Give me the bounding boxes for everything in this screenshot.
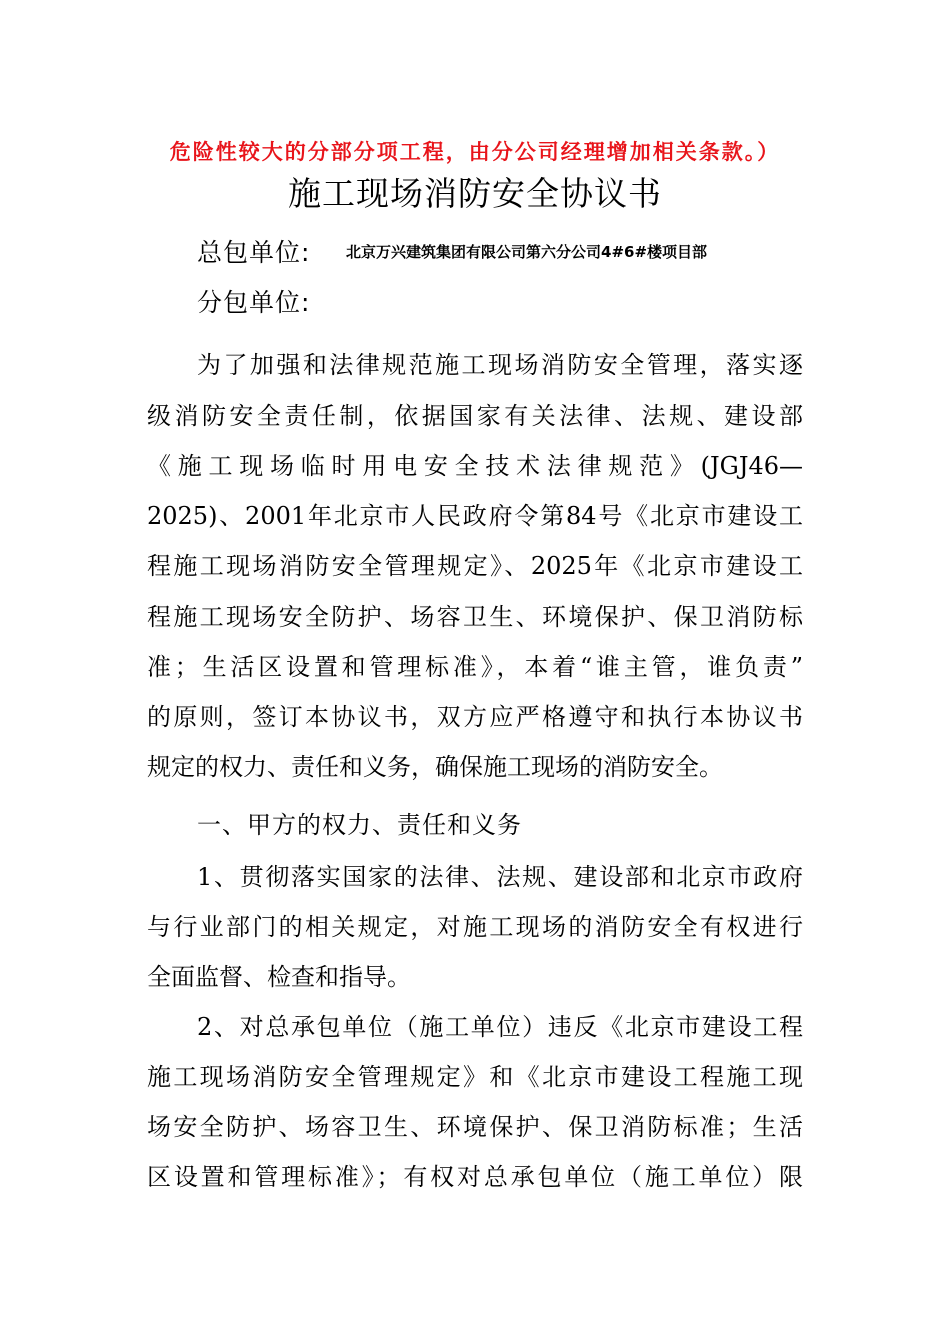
intro-line: 程施工现场安全防护、场容卫生、环境保护、保卫消防标 <box>147 603 803 631</box>
intro-line: 2025)、2001年北京市人民政府令第84号《北京市建设工 <box>147 502 803 530</box>
item2-line: 场安全防护、场容卫生、环境保护、保卫消防标准；生活 <box>147 1113 803 1141</box>
general-contractor-label: 总包单位: <box>197 238 311 267</box>
item2-line: 2、对总承包单位（施工单位）违反《北京市建设工程 <box>197 1013 803 1041</box>
intro-line: 程施工现场消防安全管理规定》、2025年《北京市建设工 <box>147 552 803 580</box>
intro-line: 为了加强和法律规范施工现场消防安全管理，落实逐 <box>197 351 803 379</box>
intro-line: 的原则，签订本协议书，双方应严格遵守和执行本协议书 <box>147 703 803 731</box>
section-heading: 一、甲方的权力、责任和义务 <box>197 811 522 839</box>
item1-line: 1、贯彻落实国家的法律、法规、建设部和北京市政府 <box>197 863 803 891</box>
intro-line: 《施工现场临时用电安全技术法律规范》(JGJ46— <box>147 452 803 480</box>
red-note: 危险性较大的分部分项工程，由分公司经理增加相关条款。） <box>169 139 781 164</box>
general-contractor-row <box>197 233 708 269</box>
subcontractor-label: 分包单位: <box>197 288 311 317</box>
intro-line: 规定的权力、责任和义务，确保施工现场的消防安全。 <box>147 753 723 781</box>
item1-line: 全面监督、检查和指导。 <box>147 963 411 991</box>
subcontractor-row <box>197 283 310 319</box>
intro-line: 准；生活区设置和管理标准》，本着“谁主管，谁负责” <box>147 653 803 681</box>
item2-line: 施工现场消防安全管理规定》和《北京市建设工程施工现 <box>147 1063 803 1091</box>
general-contractor-value: 北京万兴建筑集团有限公司第六分公司4#6#楼项目部 <box>346 243 708 261</box>
item1-line: 与行业部门的相关规定，对施工现场的消防安全有权进行 <box>147 913 803 941</box>
document-title: 施工现场消防安全协议书 <box>288 174 662 213</box>
intro-line: 级消防安全责任制，依据国家有关法律、法规、建设部 <box>147 402 803 430</box>
item2-line: 区设置和管理标准》；有权对总承包单位（施工单位）限 <box>147 1163 803 1191</box>
